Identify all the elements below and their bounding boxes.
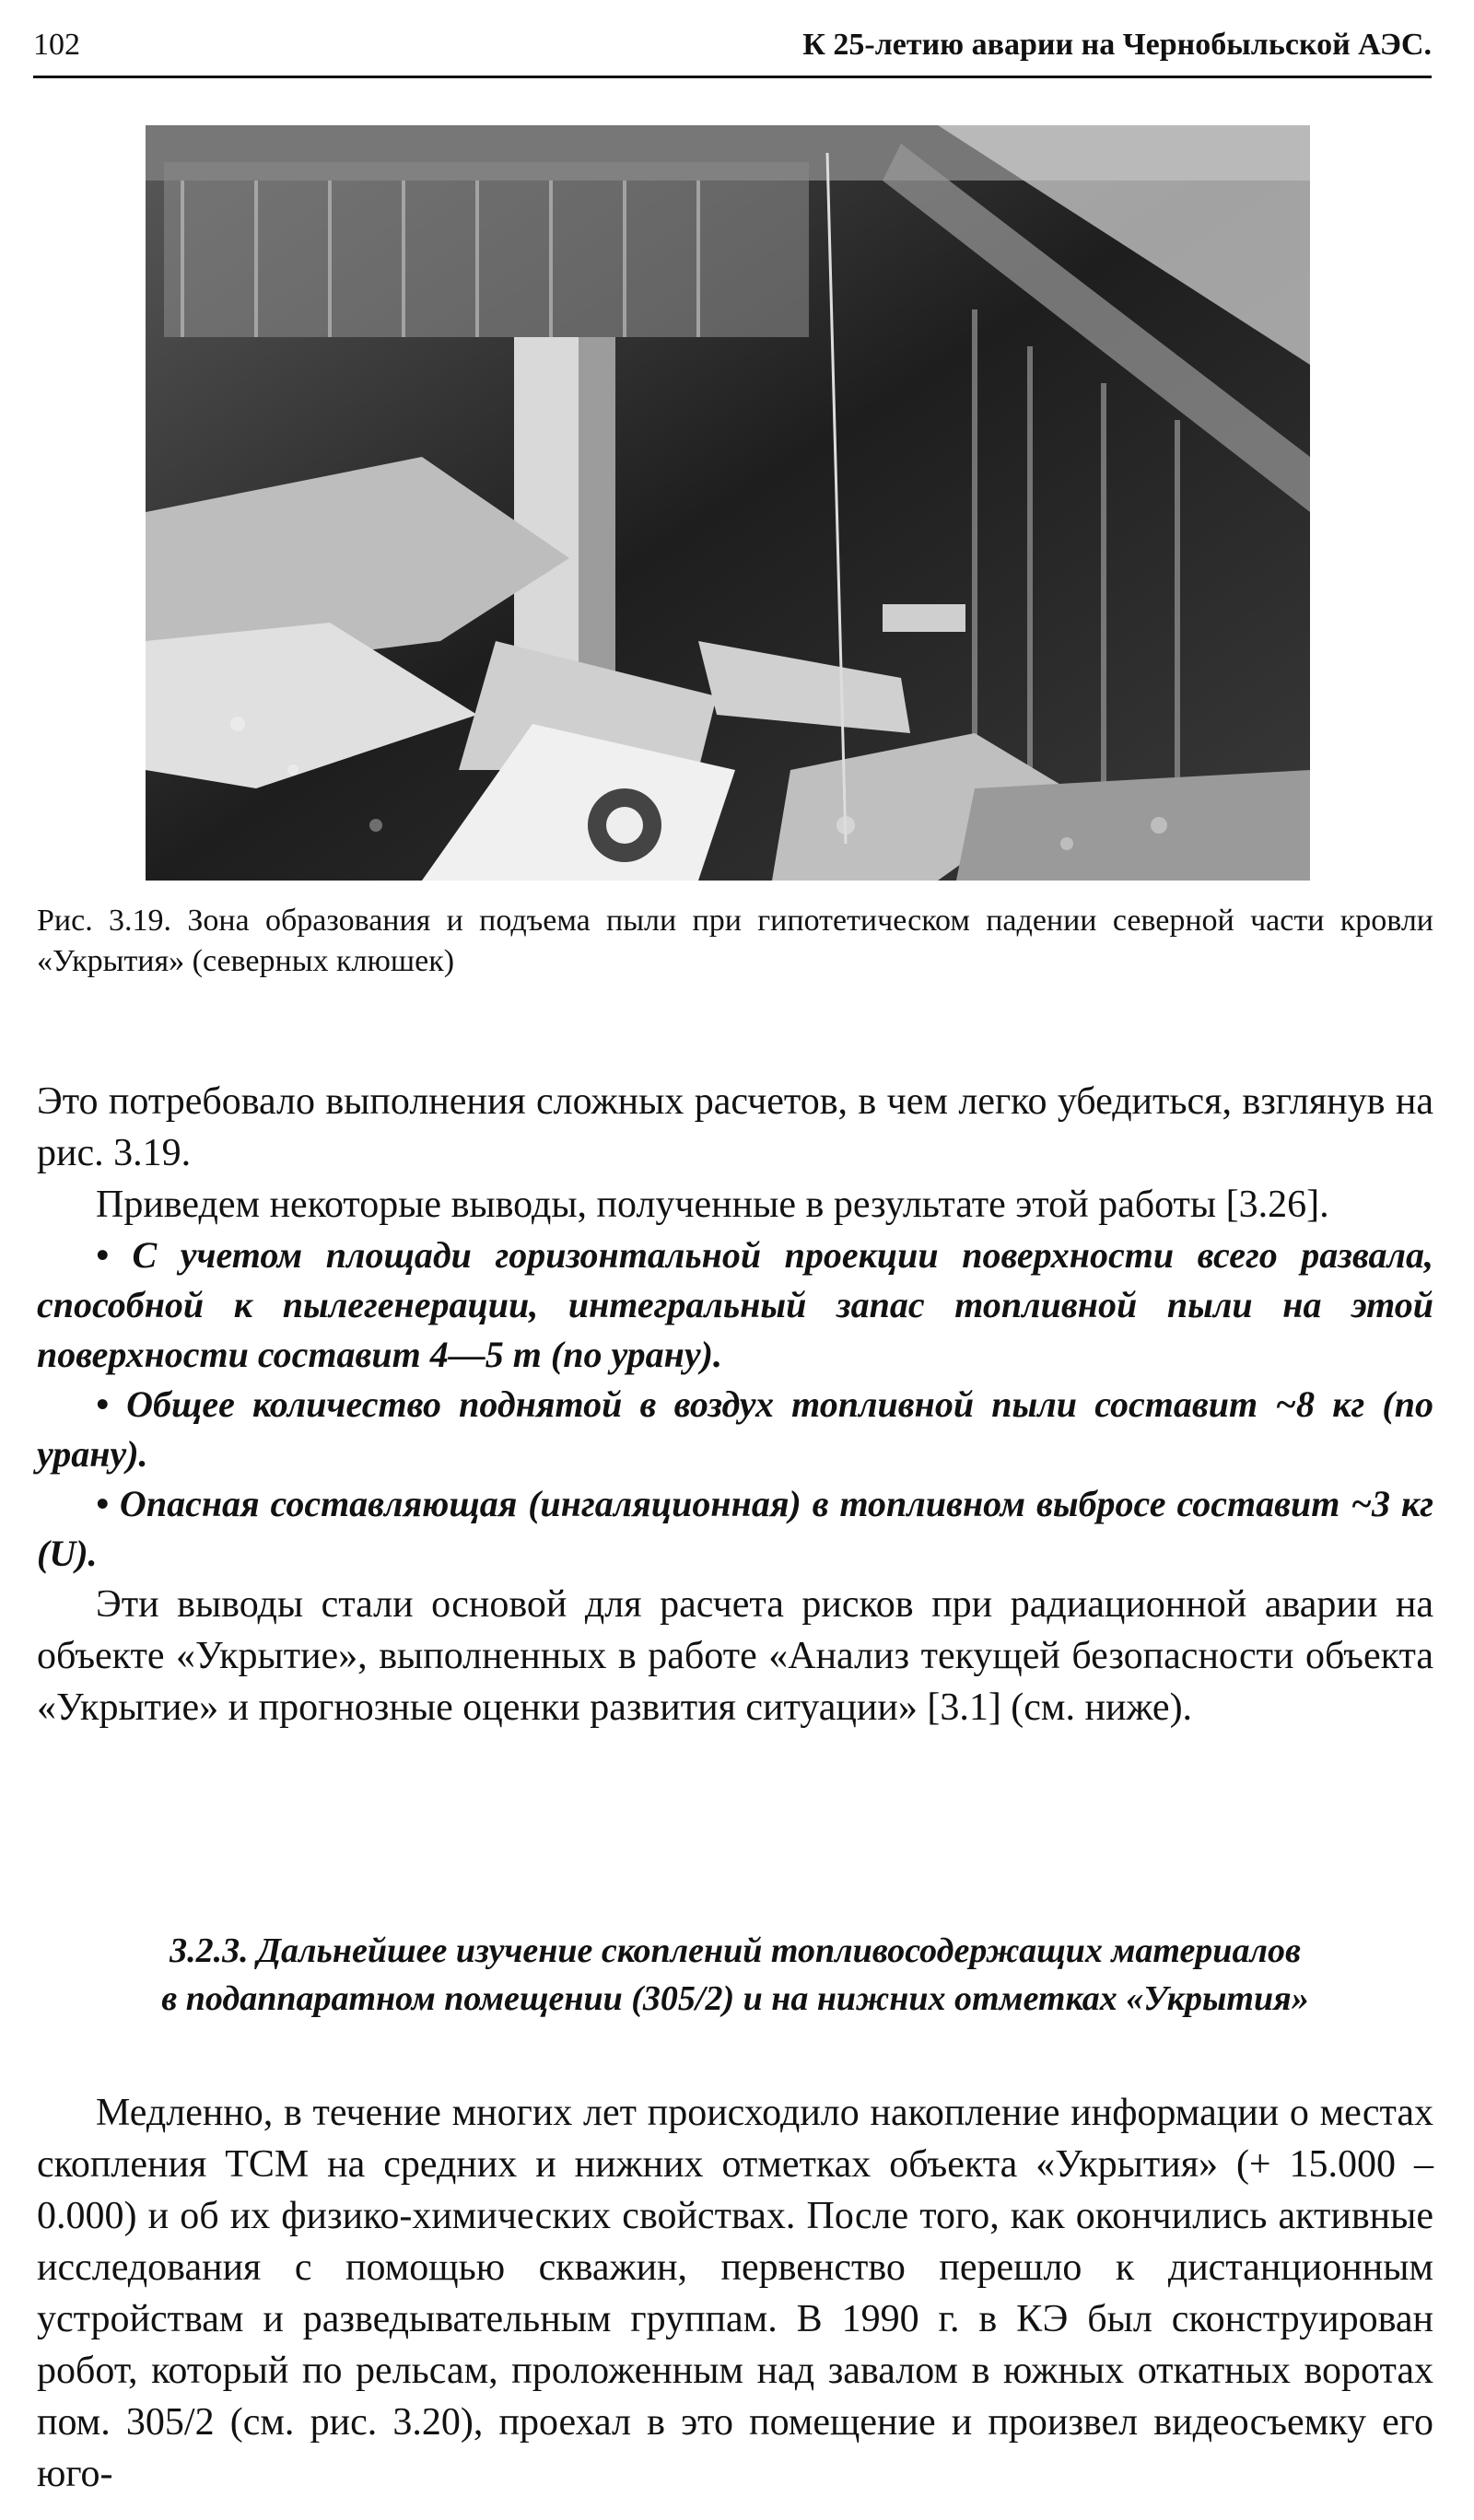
paragraph: Медленно, в течение многих лет происходило накопление информации о местах скопления ТСМ на средних и нижних отметках объекта «Укрытия» (+ 15.000 – 0.000) и об их физико-химических свойствах. После того, как окончились активные исследования с помощью скважин, первенство перешло к дистанционным устройствам и разведывательным группам. В 1990 г. в КЭ был сконструирован робот, который по рельсам, проложенным над завалом в южных откатных воротах пом. 305/2 (см. рис. 3.20), проехал в это помещение и произвел видеосъемку его юго- <box>37 2092 1433 2495</box>
body-text-block <box>37 2087 1433 2500</box>
figure-caption: Рис. 3.19. Зона образования и подъема пыли при гипотетическом падении северной части кровли «Укрытия» (северных клюшек) <box>37 904 1433 978</box>
page-header <box>33 28 1432 78</box>
bullet-item: • Общее количество поднятой в воздух топливной пыли составит ~8 кг (по урану). <box>37 1383 1433 1475</box>
paragraph: Приведем некоторые выводы, полученные в результате этой работы [3.26]. <box>96 1184 1329 1226</box>
rubble-photo-illustration <box>146 125 1310 881</box>
paragraph: Эти выводы стали основой для расчета рисков при радиационной аварии на объекте «Укрытие», выполненных в работе «Анализ текущей безопасности объекта «Укрытие» и прогнозные оценки развития ситуации» [3.1] (см. ниже). <box>37 1583 1433 1729</box>
bullet-item: • Опасная составляющая (ингаляционная) в топливном выбросе составит ~3 кг (U). <box>37 1483 1433 1574</box>
paragraph: Это потребовало выполнения сложных расчетов, в чем легко убедиться, взглянув на рис. 3.19. <box>37 1080 1433 1174</box>
running-title: К 25-летию аварии на Чернобыльской АЭС. <box>802 28 1432 62</box>
page-number: 102 <box>33 28 80 62</box>
subsection-heading-line: 3.2.3. Дальнейшее изучение скоплений топливосодержащих материалов <box>170 1931 1301 1970</box>
subsection-heading-line: в подаппаратном помещении (305/2) и на нижних отметках «Укрытия» <box>161 1979 1309 2018</box>
figure-photo <box>146 125 1310 881</box>
body-text-block <box>37 1076 1433 1733</box>
subsection-heading <box>37 1927 1433 2023</box>
bullet-item: • С учетом площади горизонтальной проекции поверхности всего развала, способной к пылегенерации, интегральный запас топливной пыли на этой поверхности составит 4—5 т (по урану). <box>37 1234 1433 1375</box>
